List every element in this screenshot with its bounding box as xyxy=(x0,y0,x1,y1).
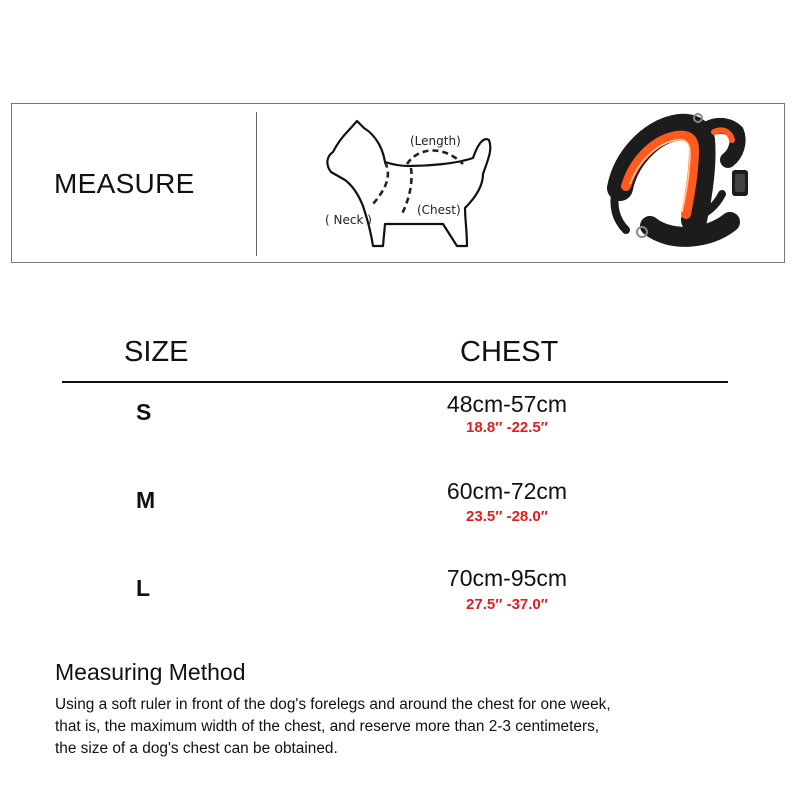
measuring-method-text xyxy=(55,694,755,760)
chest-in-l: 27.5″ -37.0″ xyxy=(466,596,548,613)
chest-in-m: 23.5″ -28.0″ xyxy=(466,508,548,525)
size-cell-m: M xyxy=(136,487,156,513)
measuring-method-title: Measuring Method xyxy=(55,659,246,685)
neck-label: ( Neck ) xyxy=(325,213,372,227)
measure-label: MEASURE xyxy=(54,168,195,199)
chest-cm-m: 60cm-72cm xyxy=(446,478,568,504)
chest-cm-l: 70cm-95cm xyxy=(446,565,568,591)
method-line-3: the size of a dog's chest can be obtained. xyxy=(55,740,338,757)
method-line-1: Using a soft ruler in front of the dog's forelegs and around the chest for one week, xyxy=(55,696,611,713)
table-header-rule xyxy=(62,381,728,383)
length-label: (Length) xyxy=(410,134,461,148)
size-cell-s: S xyxy=(136,399,152,425)
chest-cm-s: 48cm-57cm xyxy=(446,391,568,417)
dog-outline-icon xyxy=(307,112,512,257)
dog-harness-icon xyxy=(590,110,770,258)
chest-label: (Chest) xyxy=(417,203,461,217)
chest-in-s: 18.8″ -22.5″ xyxy=(466,419,548,436)
size-column-header: SIZE xyxy=(124,336,189,368)
measure-panel xyxy=(11,103,785,263)
method-line-2: that is, the maximum width of the chest, and reserve more than 2-3 centimeters, xyxy=(55,718,600,735)
size-cell-l: L xyxy=(136,575,151,601)
measure-divider xyxy=(256,112,257,256)
chest-column-header: CHEST xyxy=(460,336,559,368)
